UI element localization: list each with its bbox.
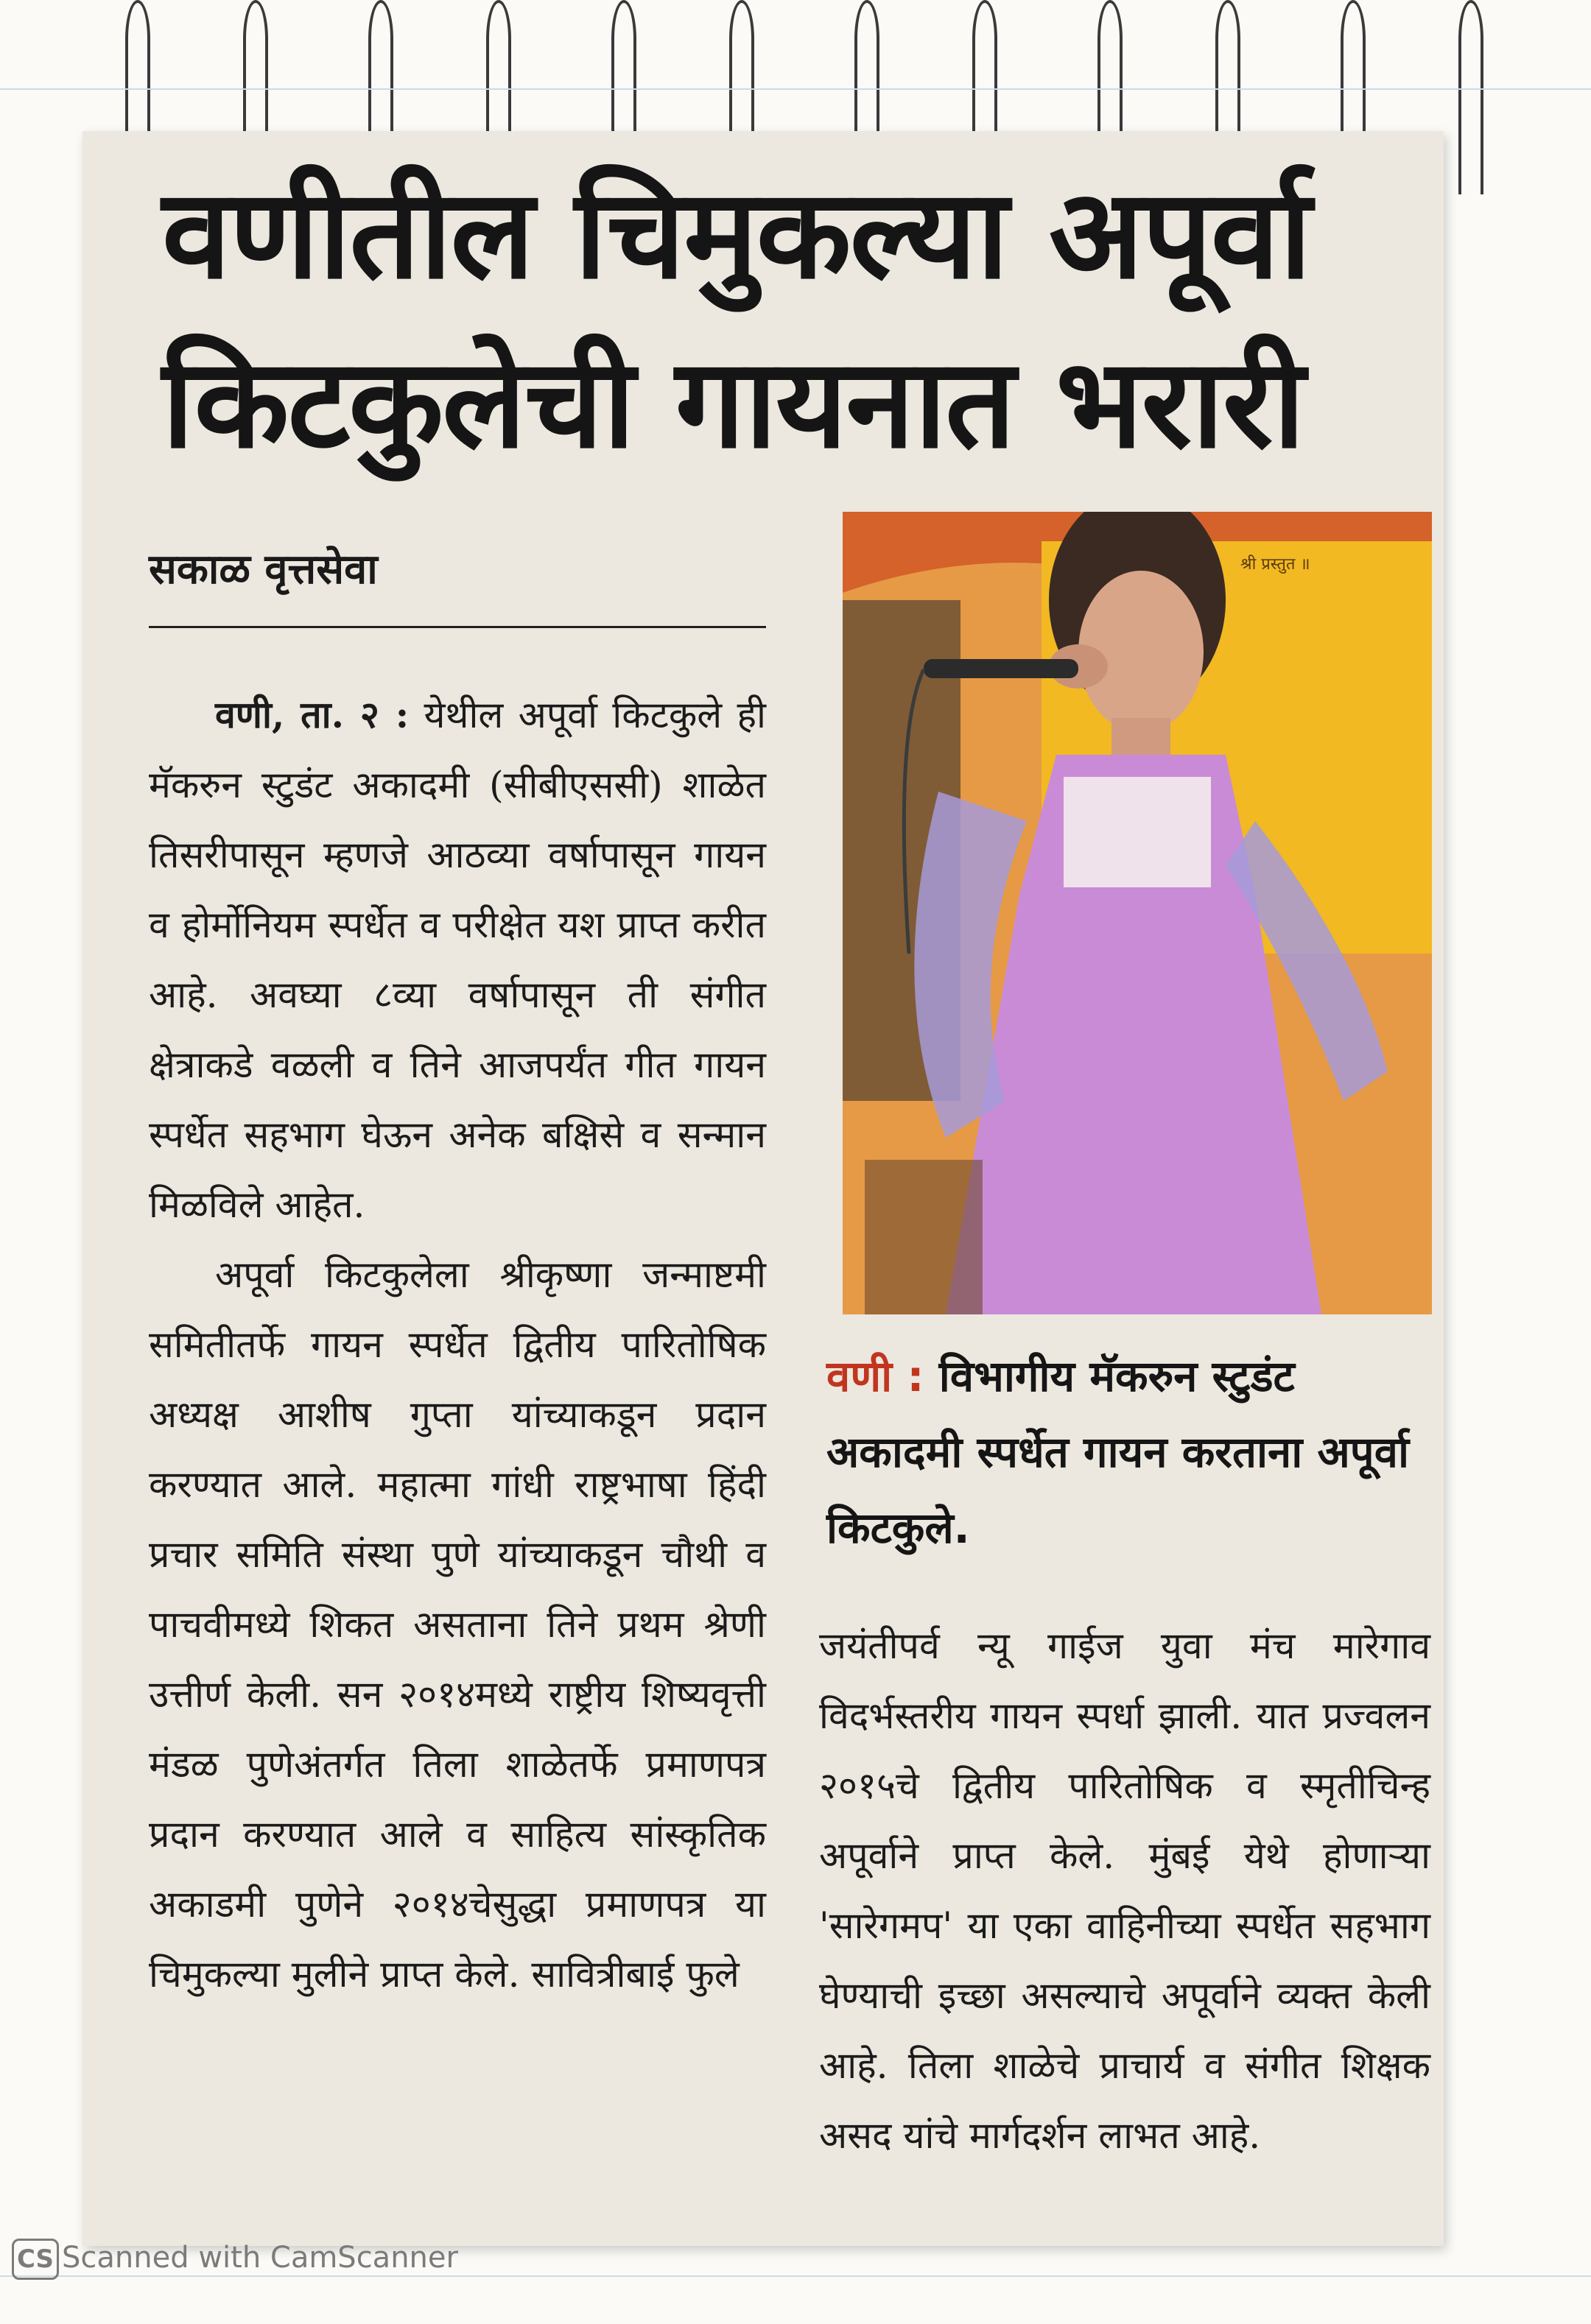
newspaper-clipping — [82, 131, 1444, 2246]
microphone — [924, 659, 1078, 678]
paragraph-3: जयंतीपर्व न्यू गाईज युवा मंच मारेगाव विदर्भस्तरीय गायन स्पर्धा झाली. यात प्रज्वलन २०१५चे द्वितीय पारितोषिक व स्मृतीचिन्ह अपूर्वाने प्राप्त केले. मुंबई येथे होणाऱ्या 'सारेगमप' या एका वाहिनीच्या स्पर्धेत सहभाग घेण्याची इच्छा असल्याचे अपूर्वाने व्यक्त केली आहे. तिला शाळेचे प्राचार्य व संगीत शिक्षक असद यांचे मार्गदर्शन लाभत आहे. — [819, 1624, 1430, 2157]
photo-caption — [826, 1339, 1438, 1566]
article-photo — [843, 512, 1432, 1314]
headline-line-2: किटकुलेची गायनात भरारी — [162, 331, 1304, 476]
foreground-object — [865, 1160, 983, 1314]
spiral-ring — [1458, 0, 1483, 194]
dateline: वणी, ता. २ : — [215, 693, 410, 736]
byline-divider — [149, 626, 766, 628]
caption-text: विभागीय मॅकरुन स्टुडंट अकादमी स्पर्धेत गायन करताना अपूर्वा किटकुले. — [826, 1351, 1409, 1553]
camscanner-watermark — [12, 2239, 458, 2280]
banner-text: श्री प्रस्तुत ॥ — [1240, 555, 1310, 574]
camscanner-logo-icon: CS — [12, 2239, 59, 2280]
caption-place: वणी : — [826, 1351, 924, 1401]
article-column-left — [149, 680, 766, 2010]
byline: सकाळ वृत्तसेवा — [149, 546, 378, 594]
dress-embroidery — [1064, 777, 1211, 887]
ruled-line — [0, 88, 1591, 90]
headline-line-1: वणीतील चिमुकल्या अपूर्वा — [162, 162, 1310, 306]
singer-photo-illustration — [843, 512, 1432, 1314]
article-column-right — [819, 1611, 1430, 2171]
paragraph-1-text: येथील अपूर्वा किटकुले ही मॅकरुन स्टुडंट अकादमी (सीबीएससी) शाळेत तिसरीपासून म्हणजे आठव्या वर्षापासून गायन व होर्मोनियम स्पर्धेत व परीक्षेत यश प्राप्त करीत आहे. अवघ्या ८व्या वर्षापासून ती संगीत क्षेत्राकडे वळली व तिने आजपर्यंत गीत गायन स्पर्धेत सहभाग घेऊन अनेक बक्षिसे व सन्मान मिळविले आहेत. — [149, 694, 766, 1226]
watermark-text: Scanned with CamScanner — [62, 2241, 458, 2275]
paragraph-1 — [149, 680, 766, 1240]
paragraph-2: अपूर्वा किटकुलेला श्रीकृष्णा जन्माष्टमी समितीतर्फे गायन स्पर्धेत द्वितीय पारितोषिक अध्यक्ष आशीष गुप्ता यांच्याकडून प्रदान करण्यात आले. महात्मा गांधी राष्ट्रभाषा हिंदी प्रचार समिति संस्था पुणे यांच्याकडून चौथी व पाचवीमध्ये शिकत असताना तिने प्रथम श्रेणी उत्तीर्ण केली. सन २०१४मध्ये राष्ट्रीय शिष्यवृत्ती मंडळ पुणेअंतर्गत तिला शाळेतर्फे प्रमाणपत्र प्रदान करण्यात आले व साहित्य सांस्कृतिक अकाडमी पुणेने २०१४चेसुद्धा प्रमाणपत्र या चिमुकल्या मुलीने प्राप्त केले. सावित्रीबाई फुले — [149, 1253, 766, 1996]
